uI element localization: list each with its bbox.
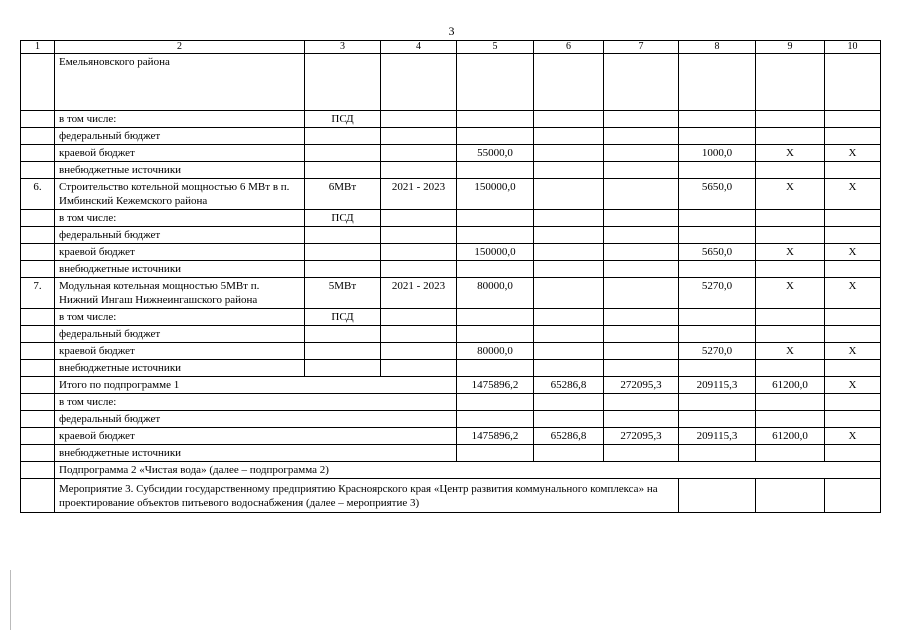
name-cell: Модульная котельная мощностью 5МВт п. Нижний Ингаш Нижнеингашского района (55, 278, 305, 309)
name-cell: в том числе: (55, 111, 305, 128)
value-cell: 5270,0 (679, 343, 756, 360)
table-row (21, 244, 881, 261)
table-row (21, 326, 881, 343)
value-cell: 272095,3 (604, 377, 679, 394)
value-cell: 65286,8 (534, 377, 604, 394)
table-row (21, 278, 881, 309)
name-cell: Итого по подпрограмме 1 (55, 377, 457, 394)
name-cell: краевой бюджет (55, 343, 305, 360)
table-row (21, 394, 881, 411)
mark-cell: X (756, 343, 825, 360)
value-cell: 209115,3 (679, 377, 756, 394)
period-cell: 2021 - 2023 (381, 179, 457, 210)
capacity-cell: 6МВт (305, 179, 381, 210)
type-cell: ПСД (305, 309, 381, 326)
mark-cell: X (825, 343, 881, 360)
table-row (21, 111, 881, 128)
value-cell: 209115,3 (679, 428, 756, 445)
table-row (21, 261, 881, 278)
value-cell: 1475896,2 (457, 377, 534, 394)
name-cell: федеральный бюджет (55, 128, 305, 145)
header-cell: 4 (381, 41, 457, 54)
header-cell: 5 (457, 41, 534, 54)
table-row (21, 210, 881, 227)
table-row (21, 54, 881, 111)
table-row (21, 411, 881, 428)
mark-cell: X (756, 244, 825, 261)
mark-cell: X (756, 179, 825, 210)
num-cell (21, 54, 55, 111)
num-cell: 7. (21, 278, 55, 309)
num-cell: 6. (21, 179, 55, 210)
table-row (21, 343, 881, 360)
header-cell: 6 (534, 41, 604, 54)
mark-cell: X (825, 428, 881, 445)
header-cell: 2 (55, 41, 305, 54)
value-cell: 5270,0 (679, 278, 756, 309)
table-row (21, 179, 881, 210)
header-cell: 10 (825, 41, 881, 54)
name-cell: внебюджетные источники (55, 360, 305, 377)
table-row (21, 479, 881, 513)
subprogram-heading: Подпрограмма 2 «Чистая вода» (далее – подпрограмма 2) (55, 462, 881, 479)
mark-cell: X (825, 145, 881, 162)
financing-table (20, 40, 881, 513)
name-cell: внебюджетные источники (55, 261, 305, 278)
value-cell: 272095,3 (604, 428, 679, 445)
header-cell: 7 (604, 41, 679, 54)
table-row (21, 445, 881, 462)
header-cell: 1 (21, 41, 55, 54)
name-cell: краевой бюджет (55, 244, 305, 261)
mark-cell: X (756, 278, 825, 309)
value-cell: 55000,0 (457, 145, 534, 162)
capacity-cell: 5МВт (305, 278, 381, 309)
mark-cell: X (825, 377, 881, 394)
table-row (21, 128, 881, 145)
name-cell: Строительство котельной мощностью 6 МВт в п. Имбинский Кежемского района (55, 179, 305, 210)
name-cell: федеральный бюджет (55, 411, 457, 428)
name-cell: внебюджетные источники (55, 445, 457, 462)
name-cell: федеральный бюджет (55, 227, 305, 244)
value-cell: 61200,0 (756, 377, 825, 394)
activity-heading: Мероприятие 3. Субсидии государственному предприятию Красноярского края «Центр развития коммунального комплекса» на проектирование объектов питьевого водоснабжения (далее – мероприятие 3) (55, 479, 679, 513)
value-cell: 5650,0 (679, 244, 756, 261)
value-cell: 80000,0 (457, 278, 534, 309)
table-row (21, 462, 881, 479)
value-cell: 80000,0 (457, 343, 534, 360)
name-cell: в том числе: (55, 210, 305, 227)
type-cell: ПСД (305, 210, 381, 227)
scan-artifact (10, 570, 11, 630)
value-cell: 1000,0 (679, 145, 756, 162)
name-cell: краевой бюджет (55, 428, 457, 445)
value-cell: 65286,8 (534, 428, 604, 445)
type-cell: ПСД (305, 111, 381, 128)
header-cell: 9 (756, 41, 825, 54)
value-cell: 61200,0 (756, 428, 825, 445)
value-cell: 5650,0 (679, 179, 756, 210)
header-row (21, 41, 881, 54)
period-cell: 2021 - 2023 (381, 278, 457, 309)
table-row (21, 227, 881, 244)
value-cell: 150000,0 (457, 179, 534, 210)
value-cell: 1475896,2 (457, 428, 534, 445)
mark-cell: X (756, 145, 825, 162)
mark-cell: X (825, 278, 881, 309)
name-cell: краевой бюджет (55, 145, 305, 162)
header-cell: 3 (305, 41, 381, 54)
name-cell: Емельяновского района (55, 54, 305, 111)
name-cell: в том числе: (55, 309, 305, 326)
name-cell: в том числе: (55, 394, 457, 411)
table-row (21, 428, 881, 445)
header-cell: 8 (679, 41, 756, 54)
page-number: 3 (448, 24, 455, 38)
value-cell: 150000,0 (457, 244, 534, 261)
name-cell: федеральный бюджет (55, 326, 305, 343)
mark-cell: X (825, 179, 881, 210)
table-row (21, 162, 881, 179)
table-row (21, 377, 881, 394)
table-row (21, 360, 881, 377)
table-row (21, 145, 881, 162)
name-cell: внебюджетные источники (55, 162, 305, 179)
table-row (21, 309, 881, 326)
mark-cell: X (825, 244, 881, 261)
